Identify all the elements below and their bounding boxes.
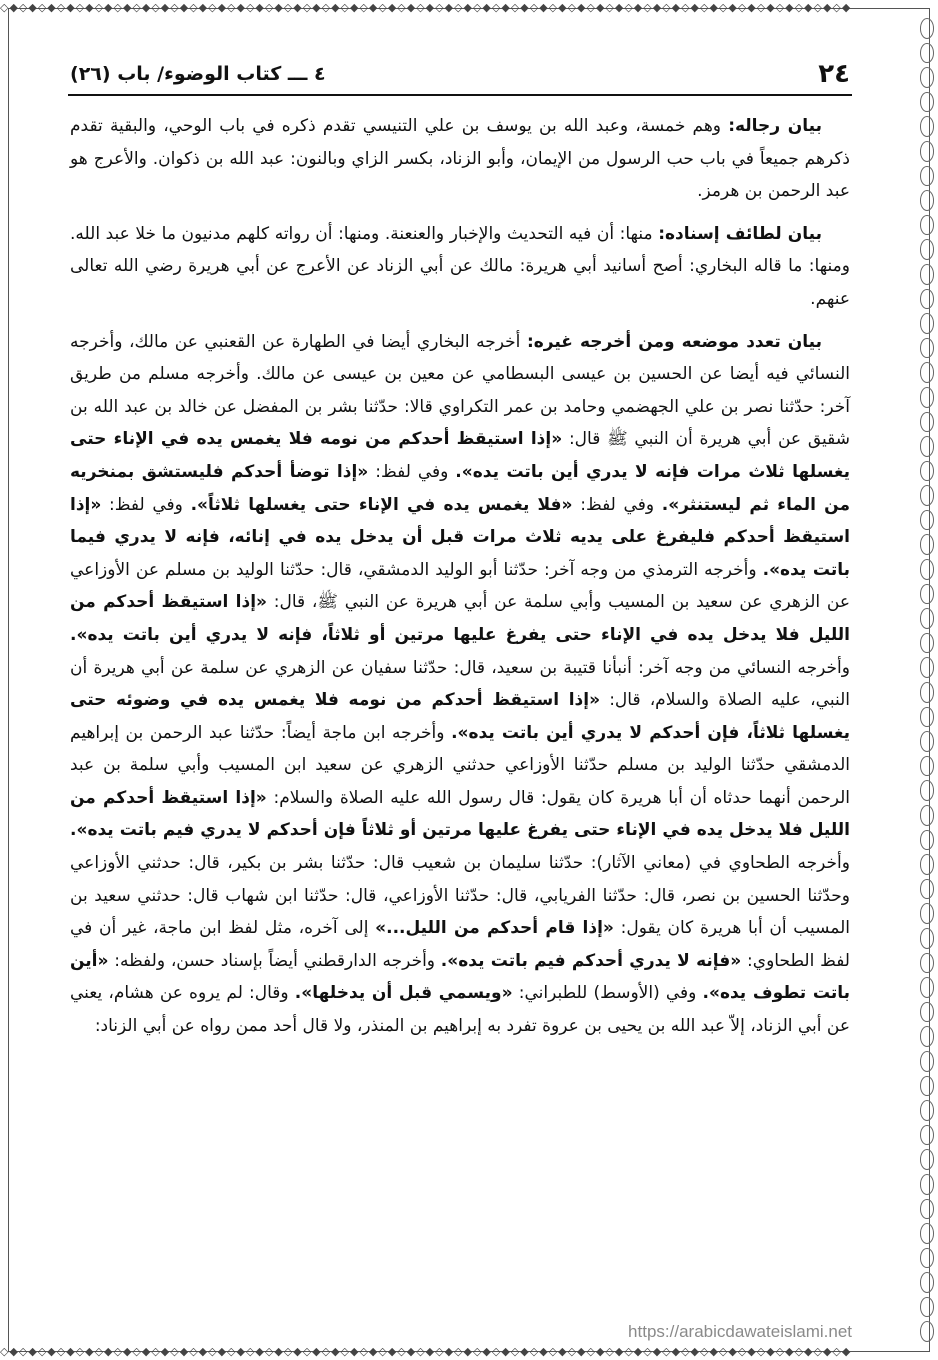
page-number: ٢٤ [818, 59, 850, 89]
hadith-quote: «إذا توضأ أحدكم فليستشق بمنخريه من الماء ثم ليستنثر». [70, 461, 850, 515]
ornament-border-right [916, 16, 938, 1344]
hadith-quote: «أين باتت تطوف يده». [70, 950, 850, 1004]
paragraph-text: وأخرجه الطحاوي في (معاني الآثار): حدّثنا سليمان بن شعيب قال: حدّثنا بشر بن بكير، قال: حدثني الأوزاعي وحدّثنا الحسين بن نصر، قال: حدّثنا الفريابي، قال: حدّثنا الأوزاعي، قال: حدّثنا ابن شهاب قال: حدثني سعيد بن المسيب أن أبا هريرة كان يقول: [70, 853, 850, 939]
paragraph-text: وفي (الأوسط) للطبراني: [512, 983, 703, 1004]
paragraph-text: وفي لفظ: [572, 494, 662, 515]
section-heading: بيان لطائف إسناده: [658, 223, 822, 244]
hadith-quote: «إذا استيقظ أحدكم فليفرغ على يديه ثلاث مرات قبل أن يدخل يده في إنائه، فإنه لا يدري فيما باتت يده». [70, 494, 850, 580]
paragraph-text: إلى آخره، مثل لفظ ابن ماجة، غير أن في لفظ الطحاوي: [70, 918, 850, 971]
page-header [70, 56, 850, 92]
paragraph-narrators [70, 110, 850, 208]
hadith-quote: «إذا استيقظ أحدكم من الليل فلا يدخل يده في الإناء حتى يفرغ عليها مرتين أو ثلاثاً فإن أحدكم لا يدري فيم باتت يده». [70, 787, 850, 841]
running-title: ٤ ـــ كتاب الوضوء/ باب (٢٦) [70, 63, 326, 85]
paragraph-text: وقال: لم يروه عن هشام، يعني عن أبي الزناد، إلاّ عبد الله بن يحيى بن عروة تفرد به إبراهيم بن المنذر، ولا قال أحد ممن رواه عن أبي الزناد: [70, 983, 850, 1037]
paragraph-text: وأخرجه ابن ماجة أيضاً: حدّثنا عبد الرحمن بن إبراهيم الدمشقي حدّثنا الوليد بن مسلم حدّثنا الأوزاعي حدثني الزهري عن سعيد ابن المسيب وأبي سلمة بن عبد الرحمن أنهما حدثاه أن أبا هريرة كان يقول: قال رسول الله عليه الصلاة والسلام: [70, 722, 850, 808]
paragraph-text: أخرجه البخاري أيضا في الطهارة عن القعنبي عن مالك، وأخرجه النسائي فيه أيضا عن الحسين بن عيسى البسطامي عن معين بن عيسى عن مالك. وأخرجه مسلم من طريق آخر: حدّثنا نصر بن علي الجهضمي وحامد بن عمر التكراوي قالا: حدّثنا بشر بن المفضل عن خالد بن عبد الله بن شقيق عن أبي هريرة أن النبي ﷺ قال: [70, 331, 850, 450]
main-text [70, 110, 850, 1053]
hadith-quote: «ويسمي قبل أن يدخلها». [294, 983, 513, 1004]
paragraph-text: وأخرجه الدارقطني أيضاً بإسناد حسن، ولفظه: [108, 950, 441, 971]
ornament-border-top: ◇◆◇◆◇◆◇◆◇◆◇◆◇◆◇◆◇◆◇◆◇◆◇◆◇◆◇◆◇◆◇◆◇◆◇◆◇◆◇◆◇◆◇◆◇◆◇◆◇◆◇◆◇◆◇◆◇◆◇◆◇◆◇◆◇◆◇◆◇◆◇◆◇◆◇◆◇◆◇◆◇◆◇◆◇◆◇◆◇◆ [0, 1, 852, 14]
hadith-quote: «إذا استيقظ أحدكم من الليل فلا يدخل يده في الإناء حتى يفرغ عليها مرتين أو ثلاثاً، فإنه لا يدري أين باتت يده». [70, 592, 850, 645]
ornament-border-bottom: ◇◆◇◆◇◆◇◆◇◆◇◆◇◆◇◆◇◆◇◆◇◆◇◆◇◆◇◆◇◆◇◆◇◆◇◆◇◆◇◆◇◆◇◆◇◆◇◆◇◆◇◆◇◆◇◆◇◆◇◆◇◆◇◆◇◆◇◆◇◆◇◆◇◆◇◆◇◆◇◆◇◆◇◆◇◆◇◆◇◆ [0, 1345, 852, 1358]
section-heading: بيان رجاله: [728, 116, 822, 136]
paragraph-sources [70, 326, 850, 1043]
hadith-quote: «إذا قام أحدكم من الليل...» [375, 918, 614, 939]
hadith-quote: «فلا يغمس يده في الإناء حتى يغسلها ثلاثاً». [190, 494, 573, 515]
hadith-quote: «إذا استيقظ أحدكم من نومه فلا يغمس يده في الإناء حتى يغسلها ثلاث مرات فإنه لا يدري أين باتت يده». [70, 429, 850, 482]
paragraph-text: منها: أن فيه التحديث والإخبار والعنعنة. ومنها: أن رواته كلهم مدنيون ما خلا عبد الله. ومنها: ما قاله البخاري: أصح أسانيد أبي هريرة: مالك عن أبي الزناد عن الأعرج عن أبي هريرة رضي الله تعالى عنهم. [70, 223, 850, 309]
hadith-quote: «فإنه لا يدري أحدكم فيم باتت يده». [440, 950, 742, 971]
hadith-quote: «إذا استيقظ أحدكم من نومه فلا يغمس يده في وضوئه حتى يغسلها ثلاثاً، فإن أحدكم لا يدري أين باتت يده». [70, 690, 850, 743]
paragraph-text: وفي لفظ: [101, 494, 191, 515]
paragraph-text: وأخرجه الترمذي من وجه آخر: حدّثنا أبو الوليد الدمشقي، قال: حدّثنا الوليد بن مسلم عن الأوزاعي عن الزهري عن سعيد بن المسيب وأبي سلمة عن أبي هريرة عن النبي ﷺ، قال: [70, 559, 850, 613]
paragraph-text: وهم خمسة، وعبد الله بن يوسف بن علي التنيسي تقدم ذكره في باب الوحي، والبقية تقدم ذكرهم جميعاً في باب حب الرسول من الإيمان، وأبو الزناد، بكسر الزاي وبالنون: عبد الله بن ذكوان. والأعرج هو عبد الرحمن بن هرمز. [70, 116, 850, 202]
header-divider [68, 94, 852, 96]
source-watermark: https://arabicdawateislami.net [628, 1322, 852, 1341]
paragraph-text: وفي لفظ: [368, 461, 456, 482]
paragraph-text: وأخرجه النسائي من وجه آخر: أنبأنا قتيبة بن سعيد، قال: حدّثنا سفيان عن الزهري عن سلمة عن أبي هريرة أن النبي، عليه الصلاة والسلام، قال: [70, 657, 850, 711]
section-heading: بيان تعدد موضعه ومن أخرجه غيره: [526, 331, 822, 352]
paragraph-isnad [70, 218, 850, 316]
